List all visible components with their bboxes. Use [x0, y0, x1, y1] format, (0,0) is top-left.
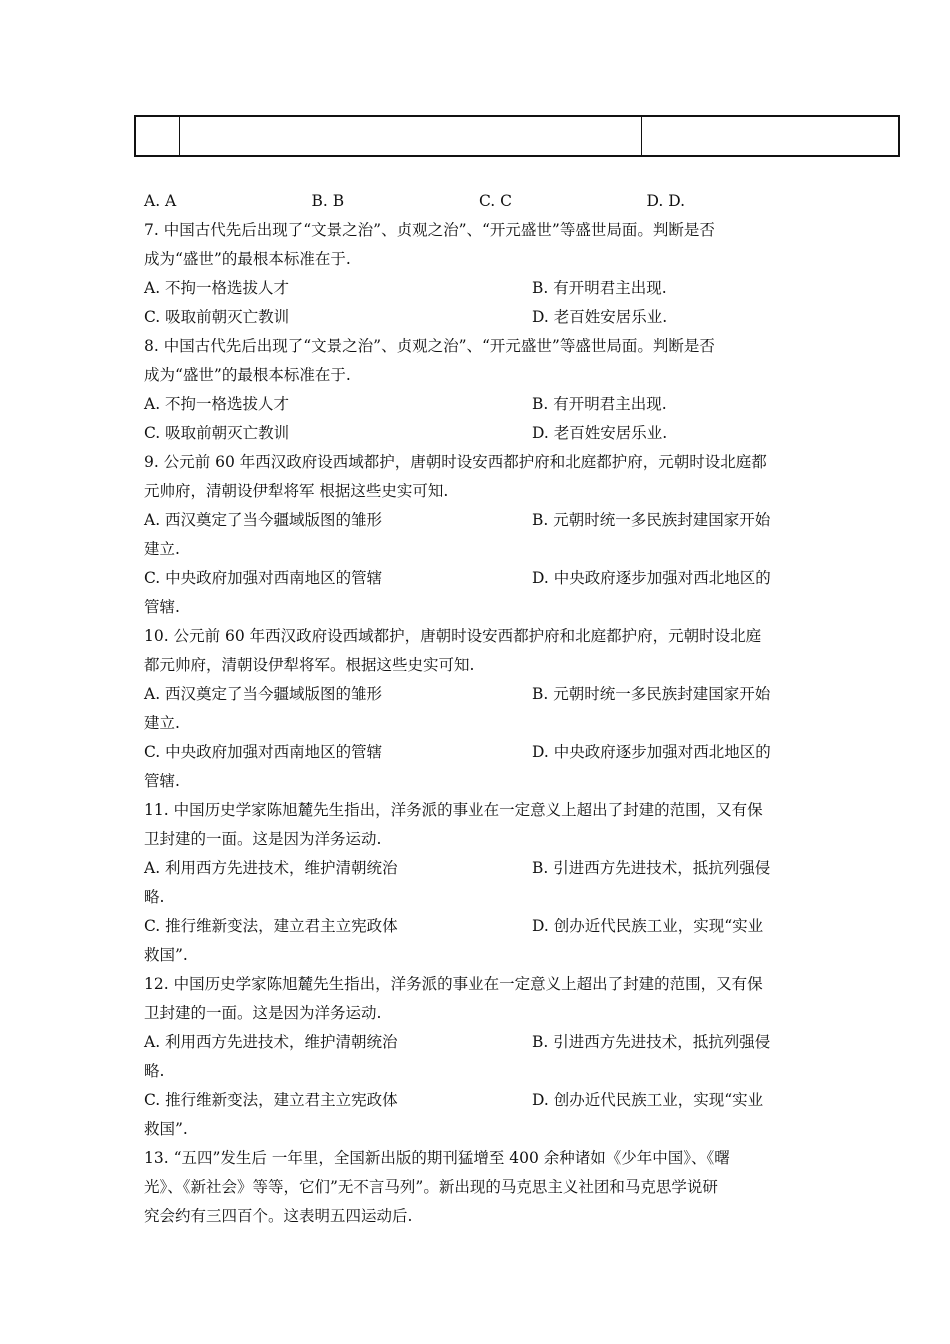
option-c: C. C	[479, 192, 513, 210]
question-stem: 都元帅府，清朝设伊犁将军。根据这些史实可知.	[144, 656, 475, 674]
question-stem: 7. 中国古代先后出现了“文景之治”、贞观之治”、“开元盛世”等盛世局面。判断是否	[144, 221, 715, 239]
option-row	[144, 680, 814, 709]
option-b: B. 元朝时统一多民族封建国家开始	[532, 685, 771, 703]
option-d: D. 创办近代民族工业，实现“实业	[532, 917, 764, 935]
option-c: C. 推行维新变法，建立君主立宪政体	[144, 917, 398, 935]
option-row	[144, 390, 814, 419]
option-d: D. 中央政府逐步加强对西北地区的	[532, 743, 771, 761]
option-c: C. 中央政府加强对西南地区的管辖	[144, 743, 383, 761]
question-stem: 12. 中国历史学家陈旭麓先生指出，洋务派的事业在一定意义上超出了封建的范围，又有保	[144, 975, 763, 993]
question-stem: 10. 公元前 60 年西汉政府设西域都护，唐朝时设安西都护府和北庭都护府，元朝时设北庭	[144, 627, 762, 645]
question-12	[144, 970, 814, 1144]
option-b: B. B	[311, 192, 345, 210]
question-stem: 成为“盛世”的最根本标准在于.	[144, 366, 351, 384]
question-8	[144, 332, 814, 448]
option-row	[144, 274, 814, 303]
option-b-continued: 建立.	[144, 714, 180, 732]
option-row	[144, 1086, 814, 1115]
table-divider	[641, 117, 642, 155]
option-row	[144, 854, 814, 883]
option-b: B. 引进西方先进技术，抵抗列强侵	[532, 859, 771, 877]
option-c: C. 推行维新变法，建立君主立宪政体	[144, 1091, 398, 1109]
question-stem: 光》、《新社会》等等，它们”无不言马列”。新出现的马克思主义社团和马克思学说研	[144, 1178, 718, 1196]
option-b: B. 有开明君主出现.	[532, 279, 667, 297]
question-stem: 13. “五四”发生后 一年里，全国新出版的期刊猛增至 400 余种诸如《少年中国》、《曙	[144, 1149, 730, 1167]
option-d: D. 老百姓安居乐业.	[532, 424, 668, 442]
question-stem: 究会约有三四百个。这表明五四运动后.	[144, 1207, 413, 1225]
question-stem: 11. 中国历史学家陈旭麓先生指出，洋务派的事业在一定意义上超出了封建的范围，又有保	[144, 801, 763, 819]
option-row	[144, 564, 814, 593]
option-row	[144, 1028, 814, 1057]
question-stem: 卫封建的一面。这是因为洋务运动.	[144, 830, 382, 848]
answer-table	[134, 115, 900, 157]
option-d-continued: 救国”.	[144, 1120, 188, 1138]
option-a: A. 利用西方先进技术，维护清朝统治	[144, 1033, 398, 1051]
question-11	[144, 796, 814, 970]
option-b: B. 有开明君主出现.	[532, 395, 667, 413]
option-row	[144, 738, 814, 767]
question-stem: 成为“盛世”的最根本标准在于.	[144, 250, 351, 268]
option-b-continued: 建立.	[144, 540, 180, 558]
option-b: B. 元朝时统一多民族封建国家开始	[532, 511, 771, 529]
option-row	[144, 506, 814, 535]
option-a: A. 不拘一格选拔人才	[144, 279, 290, 297]
question-stem: 元帅府，清朝设伊犁将军 根据这些史实可知.	[144, 482, 449, 500]
option-d-continued: 救国”.	[144, 946, 188, 964]
question-7	[144, 216, 814, 332]
option-a: A. 不拘一格选拔人才	[144, 395, 290, 413]
option-b-continued: 略.	[144, 888, 165, 906]
option-a: A. 利用西方先进技术，维护清朝统治	[144, 859, 398, 877]
option-a: A. 西汉奠定了当今疆域版图的雏形	[144, 685, 383, 703]
option-d-continued: 管辖.	[144, 598, 180, 616]
option-d: D. 老百姓安居乐业.	[532, 308, 668, 326]
option-c: C. 吸取前朝灭亡教训	[144, 424, 290, 442]
prev-question-options	[144, 187, 814, 216]
option-d: D. 创办近代民族工业，实现“实业	[532, 1091, 764, 1109]
option-a: A. 西汉奠定了当今疆域版图的雏形	[144, 511, 383, 529]
table-divider	[179, 117, 180, 155]
question-13	[144, 1144, 814, 1231]
option-row	[144, 419, 814, 448]
question-content	[144, 187, 814, 1231]
option-row	[144, 912, 814, 941]
option-b-continued: 略.	[144, 1062, 165, 1080]
question-10	[144, 622, 814, 796]
option-c: C. 中央政府加强对西南地区的管辖	[144, 569, 383, 587]
option-a: A. A	[144, 192, 177, 210]
option-c: C. 吸取前朝灭亡教训	[144, 308, 290, 326]
question-9	[144, 448, 814, 622]
option-d: D. 中央政府逐步加强对西北地区的	[532, 569, 771, 587]
option-row	[144, 303, 814, 332]
option-d: D. D.	[646, 192, 686, 210]
question-stem: 9. 公元前 60 年西汉政府设西域都护，唐朝时设安西都护府和北庭都护府，元朝时设北庭都	[144, 453, 767, 471]
option-d-continued: 管辖.	[144, 772, 180, 790]
question-stem: 卫封建的一面。这是因为洋务运动.	[144, 1004, 382, 1022]
option-b: B. 引进西方先进技术，抵抗列强侵	[532, 1033, 771, 1051]
question-stem: 8. 中国古代先后出现了“文景之治”、贞观之治”、“开元盛世”等盛世局面。判断是否	[144, 337, 715, 355]
